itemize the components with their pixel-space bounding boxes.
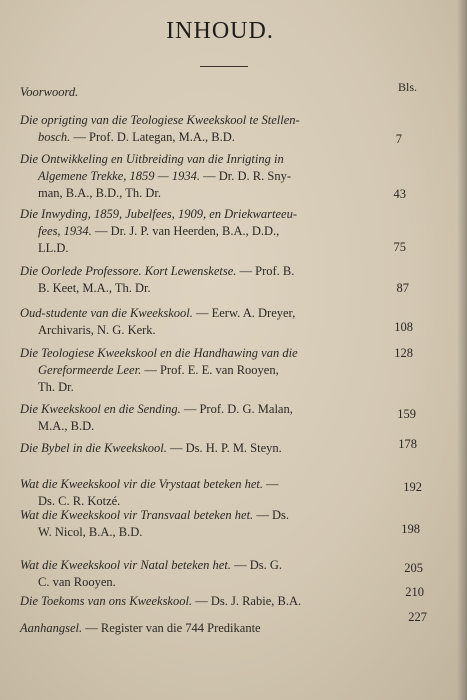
toc-entry-line xyxy=(20,151,405,168)
toc-entry-author: — Ds. G. xyxy=(230,558,282,572)
toc-entry-line xyxy=(20,305,405,322)
toc-entry-line xyxy=(20,240,405,257)
toc-entry-line xyxy=(20,129,405,146)
toc-entry-line xyxy=(20,593,405,610)
toc-entry-author: — Dr. D. R. Sny- xyxy=(200,169,291,183)
toc-entry-author: — Ds. H. P. M. Steyn. xyxy=(166,441,282,455)
toc-entry-title: Die oprigting van die Teologiese Kweekskool te Stellen- xyxy=(20,113,300,127)
toc-entry xyxy=(20,557,405,591)
toc-entry xyxy=(20,112,405,146)
toc-entry-line xyxy=(20,345,405,362)
toc-entry-author: — Prof. B. xyxy=(236,264,295,278)
toc-page-number: 7 xyxy=(395,132,402,146)
toc-page-number: 108 xyxy=(394,320,413,334)
toc-entry-title: Die Ontwikkeling en Uitbreiding van die Inrigting in xyxy=(20,152,284,166)
toc-page-number: 43 xyxy=(393,187,406,201)
toc-page-number: 227 xyxy=(408,610,427,624)
toc-entry-author: — Prof. D. G. Malan, xyxy=(180,402,293,416)
toc-entry-author: Th. Dr. xyxy=(38,380,74,394)
toc-entry-line xyxy=(20,280,405,297)
toc-entry-title: Wat die Kweekskool vir die Vrystaat beteken het. xyxy=(20,477,263,491)
toc-entry-author: — Prof. E. E. van Rooyen, xyxy=(141,363,279,377)
toc-entry-line xyxy=(20,507,405,524)
toc-entry-line xyxy=(20,476,405,493)
toc-entry-author: Archivaris, N. G. Kerk. xyxy=(38,323,156,337)
toc-entry-title: Die Bybel in die Kweekskool. xyxy=(20,441,167,455)
toc-entry-title: Die Kweekskool en die Sending. xyxy=(20,402,181,416)
toc-entry-line xyxy=(20,223,405,240)
toc-entry-author: — Prof. D. Lategan, M.A., B.D. xyxy=(70,130,235,144)
toc-entry-author: — Eerw. A. Dreyer, xyxy=(192,306,296,320)
toc-page-number: 192 xyxy=(403,480,422,494)
toc-entry-title: Gereformeerde Leer. xyxy=(38,363,142,377)
toc-entry-author: B. Keet, M.A., Th. Dr. xyxy=(38,281,151,295)
toc-entry-line xyxy=(20,168,405,185)
toc-entry-title: Wat die Kweekskool vir Transvaal beteken het. xyxy=(20,508,254,522)
toc-entry-author: — Ds. J. Rabie, B.A. xyxy=(192,594,302,608)
toc-entry-line xyxy=(20,379,405,396)
toc-page-number: 198 xyxy=(401,522,420,536)
toc-page-number: 178 xyxy=(398,437,417,451)
page-title: INHOUD. xyxy=(166,18,274,44)
toc-entry-author: man, B.A., B.D., Th. Dr. xyxy=(38,186,162,200)
toc-entry-line xyxy=(20,362,405,379)
toc-page-number: 210 xyxy=(405,585,424,599)
toc-entry-title: Die Toekoms van ons Kweekskool. xyxy=(20,594,193,608)
toc-entry-author: — xyxy=(263,477,279,491)
toc-entry-author: M.A., B.D. xyxy=(38,419,95,433)
toc-entry-author: W. Nicol, B.A., B.D. xyxy=(38,525,143,539)
page-edge-shadow xyxy=(457,0,467,700)
toc-entry-line xyxy=(20,524,405,541)
toc-entry-line xyxy=(20,440,405,457)
toc-entry-author: LL.D. xyxy=(38,241,69,255)
toc-entry-title: Oud-studente van die Kweekskool. xyxy=(20,306,193,320)
toc-entry-line xyxy=(20,84,405,101)
toc-entry-title: Die Inwyding, 1859, Jubelfees, 1909, en Driekwarteeu- xyxy=(20,207,298,221)
toc-entry-line xyxy=(20,418,405,435)
toc-entry xyxy=(20,507,405,541)
toc-entry xyxy=(20,593,405,610)
toc-entry-line xyxy=(20,263,405,280)
toc-entry xyxy=(20,440,405,457)
toc-entry-title: Wat die Kweekskool vir Natal beteken het. xyxy=(20,558,231,572)
toc-entry-line xyxy=(20,112,405,129)
toc-entry xyxy=(20,84,405,101)
toc-entry-title: Aanhangsel. xyxy=(20,621,83,635)
toc-entry-title: Die Oorlede Professore. Kort Lewensketse. xyxy=(20,264,237,278)
toc-entry-line xyxy=(20,620,405,637)
toc-entry-line xyxy=(20,322,405,339)
toc-entry-author: Ds. C. R. Kotzé. xyxy=(38,494,121,508)
toc-entry xyxy=(20,151,405,202)
toc-entry xyxy=(20,620,405,637)
toc-entry-title: Voorwoord. xyxy=(20,85,79,99)
toc-entry xyxy=(20,476,405,510)
toc-entry-title: fees, 1934. xyxy=(38,224,92,238)
toc-entry xyxy=(20,345,405,396)
page-column-label: Bls. xyxy=(398,80,418,94)
toc-page-number: 87 xyxy=(396,281,409,295)
toc-page-number: 159 xyxy=(397,407,416,421)
toc-page-number: 205 xyxy=(404,561,423,575)
toc-page-number: 128 xyxy=(394,346,413,360)
toc-entry-line xyxy=(20,185,405,202)
title-divider xyxy=(200,66,248,67)
toc-entry-author: C. van Rooyen. xyxy=(38,575,116,589)
toc-entry-line xyxy=(20,574,405,591)
toc-entry-title: Die Teologiese Kweekskool en die Handhawing van die xyxy=(20,346,298,360)
toc-entry-line xyxy=(20,557,405,574)
toc-entry-line xyxy=(20,206,405,223)
toc-page-number: 75 xyxy=(393,240,406,254)
toc-entry xyxy=(20,206,405,257)
toc-entry xyxy=(20,263,405,297)
toc-entry-title: bosch. xyxy=(38,130,71,144)
toc-entry-author: — Register van die 744 Predikante xyxy=(82,621,261,635)
toc-entry-author: — Ds. xyxy=(253,508,289,522)
toc-entry-line xyxy=(20,401,405,418)
toc-entry-title: Algemene Trekke, 1859 — 1934. xyxy=(38,169,200,183)
toc-entry xyxy=(20,401,405,435)
toc-entry xyxy=(20,305,405,339)
toc-entry-author: — Dr. J. P. van Heerden, B.A., D.D., xyxy=(91,224,280,238)
